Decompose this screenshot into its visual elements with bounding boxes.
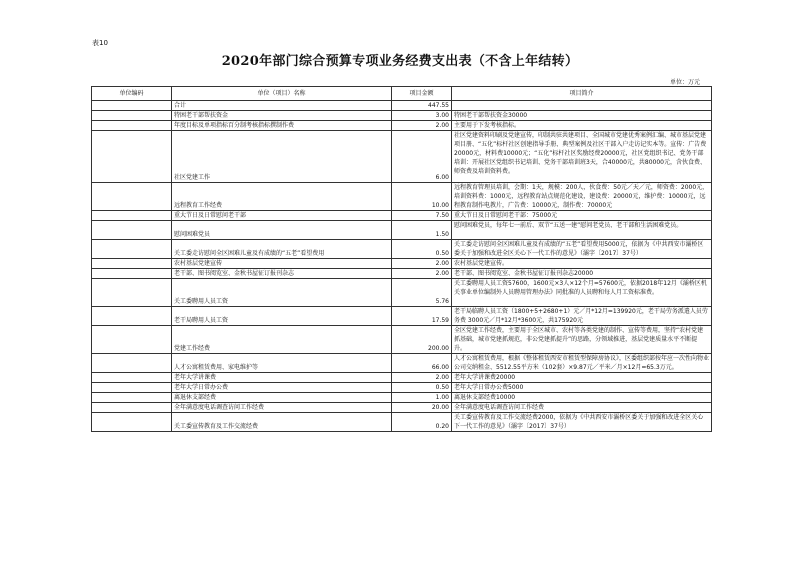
table-row — [92, 403, 712, 413]
header-name: 单位（项目）名称 — [172, 87, 392, 101]
cell-code — [92, 111, 172, 121]
cell-code — [92, 413, 172, 432]
cell-code — [92, 326, 172, 354]
table-row — [92, 221, 712, 240]
cell-desc: 农村基层党建宣传。 — [452, 259, 712, 269]
cell-name: 关工委宣传教育及工作交流经费 — [172, 413, 392, 432]
cell-desc: 离退休支部经费10000 — [452, 393, 712, 403]
cell-code — [92, 240, 172, 259]
table-row — [92, 279, 712, 307]
table-row — [92, 307, 712, 326]
cell-desc: 特困老干部帮扶资金30000 — [452, 111, 712, 121]
table-row — [92, 326, 712, 354]
cell-amount: 66.00 — [392, 354, 452, 373]
cell-desc: 老年大学讲课费20000 — [452, 373, 712, 383]
cell-desc: 全年满意度电话调查访问工作经费 — [452, 403, 712, 413]
cell-name: 关工委聘用人员工资 — [172, 279, 392, 307]
cell-desc: 关工委走访慰问全区困难儿童及有成绩的“五老”看望费用5000元，依据为《中共西安市灞桥区委关于加强和改进全区关心下一代工作的意见》（灞字〔2017〕37号） — [452, 240, 712, 259]
cell-amount: 2.00 — [392, 259, 452, 269]
page-title: 2020年部门综合预算专项业务经费支出表（不含上年结转） — [221, 54, 579, 69]
cell-amount: 6.00 — [392, 131, 452, 183]
table-tag: 表10 — [92, 39, 108, 47]
cell-name: 社区党建工作 — [172, 131, 392, 183]
cell-name: 远程教育工作经费 — [172, 183, 392, 211]
cell-name: 农村基层党建宣传 — [172, 259, 392, 269]
table-row — [92, 393, 712, 403]
table-row — [92, 269, 712, 279]
cell-name: 老干局聘用人员工资 — [172, 307, 392, 326]
table-row — [92, 240, 712, 259]
cell-desc: 远程教育管理员培训，会期：1天，规模：200人，伙食费：50元／天／元，师资费：2000元，培训资料费：1000元，远程教育站点规范化建设，建设费：20000元，维护费：10000元，远程教育制作电教片，广告费：10000元，制作费：70000元 — [452, 183, 712, 211]
header-amount: 项目金额 — [392, 87, 452, 101]
table-row — [92, 413, 712, 432]
cell-code — [92, 307, 172, 326]
cell-desc: 全区党建工作经费，主要用于全区城市、农村等各类党建的制作、宣传等费用，坚持“农村党建抓基础，城市党建抓规范，非公党建抓提升”的思路，分领域推进，基层党建质量水平不断提升。 — [452, 326, 712, 354]
table-row — [92, 259, 712, 269]
cell-desc: 慰问困难党员，每年七一前后、双节“五送一建”慰问老党员、老干部和生活困难党员。 — [452, 221, 712, 240]
cell-amount: 2.00 — [392, 269, 452, 279]
cell-name: 慰问困难党员 — [172, 221, 392, 240]
cell-amount: 2.00 — [392, 121, 452, 131]
table-row — [92, 183, 712, 211]
cell-code — [92, 383, 172, 393]
cell-code — [92, 269, 172, 279]
cell-code — [92, 279, 172, 307]
cell-desc: 社区党建资料印刷及党建宣传，印制共驻共建项目、全国城市党建优秀案例汇编、城市基层党建项目册、“五化”标杆社区创建指导手册、典型案例及社区干部入户走访记实本等。宣传：广告费20000元，材料费10000元；“五化”标杆社区奖励经费20000元，社区党组织书记、党务干部培训：开展社区党组织书记培训、党务干部培训班3天，合40000元，共80000元，含伙食费、师资费及培训资料费。 — [452, 131, 712, 183]
table-row — [92, 354, 712, 373]
table-row — [92, 383, 712, 393]
cell-desc: 老年大学日常办公费5000 — [452, 383, 712, 393]
cell-desc: 主要用于下发考核指标。 — [452, 121, 712, 131]
table-row — [92, 211, 712, 221]
cell-name: 党建工作经费 — [172, 326, 392, 354]
cell-desc: 关工委宣传教育及工作交流经费2000，依据为《中共西安市灞桥区委关于加强和改进全区关心下一代工作的意见》（灞字〔2017〕37号） — [452, 413, 712, 432]
cell-code — [92, 373, 172, 383]
cell-amount: 10.00 — [392, 183, 452, 211]
table-header-row — [92, 87, 712, 101]
cell-name: 重大节日及日常慰问老干部 — [172, 211, 392, 221]
cell-name: 年度目标及单项指标百分制考核指标撰制作费 — [172, 121, 392, 131]
cell-code — [92, 101, 172, 111]
cell-name: 关工委走访慰问全区困难儿童及有成绩的“五老”看望费用 — [172, 240, 392, 259]
cell-name: 老年大学讲课费 — [172, 373, 392, 383]
cell-amount: 1.00 — [392, 393, 452, 403]
cell-desc: 老干局临聘人员工资（1800+5+2680+1）元／月*12月=139920元，老干局劳务派遣人员劳务费 3000元／月*12月*3600元，共175920元 — [452, 307, 712, 326]
cell-code — [92, 259, 172, 269]
unit-label: 单位：万元 — [669, 79, 700, 86]
cell-name: 人才公寓租赁费用、家电维护等 — [172, 354, 392, 373]
cell-desc: 人才公寓租赁费用，根据《整体租赁西安市租赁型保障房协议》，区委组织部按年应一次性向物业公司交纳租金、5512.55平方米（102套）×9.87元／平米／月×12月=65.3万元。 — [452, 354, 712, 373]
cell-amount: 0.50 — [392, 383, 452, 393]
table-row — [92, 373, 712, 383]
cell-desc: 关工委聘用人员工资57600，1600元×3人×12个月=57600元，依据2018年12月《灞桥区机关事业单位编制外人员聘用管理办法》同批准的人员聘和每人月工资标准费。 — [452, 279, 712, 307]
cell-amount: 3.00 — [392, 111, 452, 121]
cell-code — [92, 121, 172, 131]
cell-name: 合计 — [172, 101, 392, 111]
budget-table — [91, 86, 712, 432]
cell-code — [92, 393, 172, 403]
table-row — [92, 121, 712, 131]
cell-amount: 2.00 — [392, 373, 452, 383]
cell-amount: 0.50 — [392, 240, 452, 259]
cell-name: 老干部、图书阅览室、金秋书屋征订报刊杂志 — [172, 269, 392, 279]
cell-code — [92, 354, 172, 373]
cell-amount: 200.00 — [392, 326, 452, 354]
cell-amount: 0.20 — [392, 413, 452, 432]
cell-name: 特困老干部帮扶资金 — [172, 111, 392, 121]
cell-name: 老年大学日常办公费 — [172, 383, 392, 393]
header-code: 单位编码 — [92, 87, 172, 101]
table-row — [92, 131, 712, 183]
cell-desc: 老干部、图书阅览室、金秋书屋征订报刊杂志20000 — [452, 269, 712, 279]
cell-desc: 重大节日及日常慰问老干部：75000元 — [452, 211, 712, 221]
cell-amount: 447.55 — [392, 101, 452, 111]
cell-name: 离退休支部经费 — [172, 393, 392, 403]
header-desc: 项目简介 — [452, 87, 712, 101]
table-row — [92, 111, 712, 121]
cell-code — [92, 221, 172, 240]
cell-name: 全年满意度电话调查访问工作经费 — [172, 403, 392, 413]
table-row — [92, 101, 712, 111]
cell-code — [92, 183, 172, 211]
cell-amount: 7.50 — [392, 211, 452, 221]
cell-amount: 17.59 — [392, 307, 452, 326]
cell-code — [92, 131, 172, 183]
cell-amount: 5.76 — [392, 279, 452, 307]
cell-desc — [452, 101, 712, 111]
cell-code — [92, 403, 172, 413]
cell-code — [92, 211, 172, 221]
cell-amount: 1.50 — [392, 221, 452, 240]
cell-amount: 20.00 — [392, 403, 452, 413]
